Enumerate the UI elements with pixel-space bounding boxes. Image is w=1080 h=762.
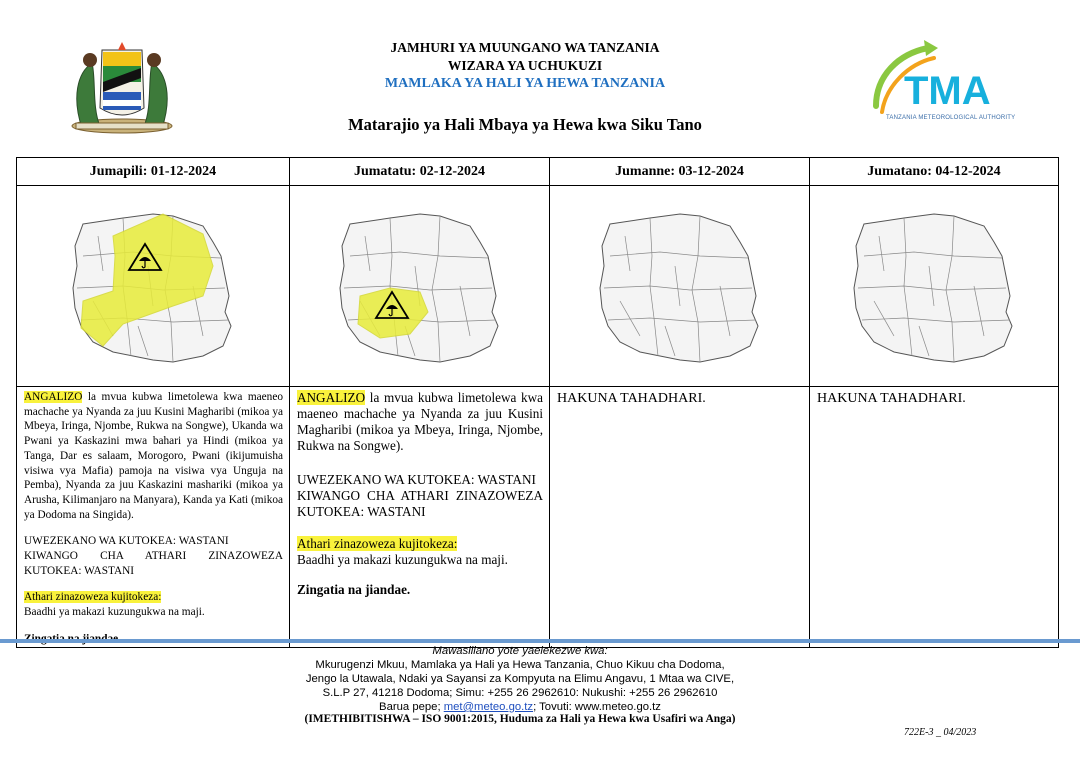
tanzania-outline — [340, 214, 498, 362]
day-heading: Jumanne: 03-12-2024 — [550, 158, 810, 186]
status-text: HAKUNA TAHADHARI. — [557, 391, 706, 406]
details-row — [17, 387, 1059, 648]
warning-paragraph — [297, 390, 543, 454]
header-line-republic: JAMHURI YA MUUNGANO WA TANZANIA — [390, 40, 660, 55]
day-detail — [17, 387, 290, 648]
email-label: Barua pepe; — [379, 701, 444, 713]
footer-address-line: Mkurugenzi Mkuu, Mamlaka ya Hali ya Hewa Tanzania, Chuo Kikuu cha Dodoma, — [315, 659, 725, 671]
likelihood-text: UWEZEKANO WA KUTOKEA: WASTANI — [24, 535, 229, 548]
status-text: HAKUNA TAHADHARI. — [817, 391, 966, 406]
impacts-text: Baadhi ya makazi kuzungukwa na maji. — [297, 552, 508, 567]
tanzania-outline — [854, 214, 1012, 362]
certification-text: (IMETHIBITISHWA – ISO 9001:2015, Huduma za Hali ya Hewa kwa Usafiri wa Anga) — [304, 713, 736, 725]
header-line-authority: MAMLAKA YA HALI YA HEWA TANZANIA — [384, 76, 666, 91]
header-line-ministry: WIZARA YA UCHUKUZI — [447, 58, 603, 73]
impact-text: KIWANGO CHA ATHARI ZINAZOWEZA KUTOKEA: WASTANI — [297, 488, 543, 519]
map-cell — [550, 186, 810, 387]
likelihood-text: UWEZEKANO WA KUTOKEA: WASTANI — [297, 472, 536, 487]
footer-divider — [0, 639, 1080, 643]
footer-address-line: S.L.P 27, 41218 Dodoma; Simu: +255 26 2962610: Nukushi: +255 26 2962610 — [322, 687, 718, 699]
forecast-table — [16, 157, 1059, 648]
warning-flag: ANGALIZO — [24, 391, 83, 403]
map-cell — [290, 186, 550, 387]
tanzania-outline — [600, 214, 758, 362]
day-detail — [550, 387, 810, 648]
document-reference: 722E-3 _ 04/2023 — [904, 727, 977, 738]
advice-text: Zingatia na jiandae. — [297, 582, 411, 597]
map-cell — [810, 186, 1059, 387]
day-heading: Jumatano: 04-12-2024 — [810, 158, 1059, 186]
map-cell — [17, 186, 290, 387]
day-heading: Jumapili: 01-12-2024 — [17, 158, 290, 186]
tanzania-warning-map — [53, 196, 253, 376]
day-headings-row — [17, 158, 1059, 186]
warning-text: la mvua kubwa limetolewa kwa maeneo machache ya Nyanda za juu Kusini Magharibi (mikoa ya Mbeya, Iringa, Njombe, Rukwa na Songwe), Ukanda wa Pwani ya Kaskazini mwa bahari ya Hindi (mikoa ya Tanga, Dar es salaam, Morogoro, Pwani (ikijumuisha visiwa vya Mafia) pamoja na visiwa vya Unguja na Pemba), Nyanda za juu Kaskazini mashariki (mikoa ya Arusha, Kilimanjaro na Manyara), Kanda ya Kati (mikoa ya Dodoma na Singida). — [24, 391, 283, 521]
footer-address-line: Jengo la Utawala, Ndaki ya Sayansi za Kompyuta na Elimu Angavu, 1 Mtaa wa CIVE, — [305, 673, 735, 685]
day-detail — [810, 387, 1059, 648]
tanzania-warning-map — [320, 196, 520, 376]
svg-text:TMA: TMA — [904, 69, 991, 113]
warning-paragraph — [24, 390, 283, 522]
footer-intro: Mawasiliano yote yaelekezwe kwa: — [432, 645, 608, 657]
maps-row — [17, 186, 1059, 387]
page-title: Matarajio ya Hali Mbaya ya Hewa kwa Siku Tano — [348, 115, 702, 134]
impact-text: KIWANGO CHA ATHARI ZINAZOWEZA KUTOKEA: WASTANI — [24, 550, 283, 577]
impacts-text: Baadhi ya makazi kuzungukwa na maji. — [24, 606, 205, 619]
impacts-heading: Athari zinazoweza kujitokeza: — [297, 536, 458, 551]
website-text: ; Tovuti: www.meteo.go.tz — [533, 701, 661, 713]
tanzania-warning-map — [580, 196, 780, 376]
day-detail — [290, 387, 550, 648]
tma-logo-subtitle: TANZANIA METEOROLOGICAL AUTHORITY — [886, 115, 1016, 121]
day-heading: Jumatatu: 02-12-2024 — [290, 158, 550, 186]
warning-flag: ANGALIZO — [297, 390, 366, 405]
tanzania-warning-map — [834, 196, 1034, 376]
impacts-heading: Athari zinazoweza kujitokeza: — [24, 591, 162, 604]
email-link[interactable]: met@meteo.go.tz — [443, 701, 534, 713]
warning-text: la mvua kubwa limetolewa kwa maeneo machache ya Nyanda za juu Kusini Magharibi (mikoa ya Mbeya, Iringa, Njombe, Rukwa na Songwe). — [297, 390, 543, 453]
